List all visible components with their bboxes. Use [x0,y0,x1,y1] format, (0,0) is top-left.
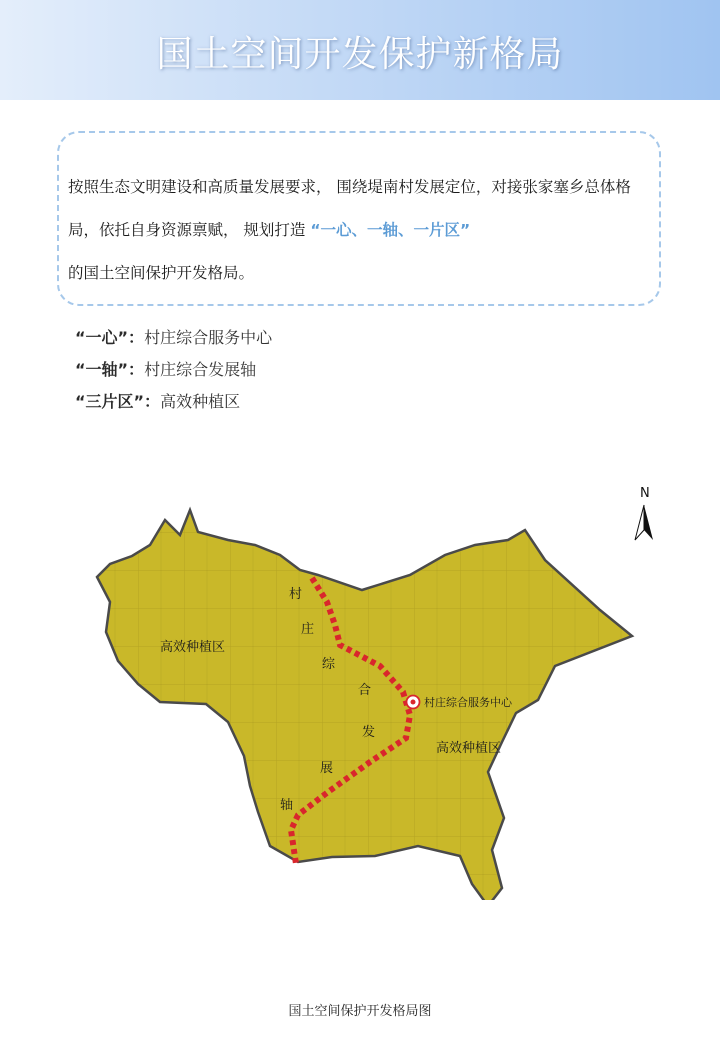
axis-label-char: 发 [362,725,376,740]
axis-label-char: 综 [322,657,336,672]
legend-key: “一心” [75,328,129,347]
planning-map [0,470,720,900]
service-center-marker [407,696,420,709]
zone-label-east: 高效种植区 [436,741,502,756]
legend-item-zone [75,386,272,418]
legend-separator: ： [128,328,145,347]
axis-label-char: 展 [320,761,334,776]
legend-separator: ： [144,392,161,411]
map-caption: 国土空间保护开发格局图 [288,1004,432,1019]
legend-item-center [75,322,272,354]
intro-highlight: “一心、一轴、一片区” [310,221,471,239]
legend-separator: ： [128,360,145,379]
axis-label-char: 村 [289,587,303,602]
legend-value: 村庄综合服务中心 [144,328,273,347]
intro-text-after: 的国土空间保护开发格局。 [68,264,255,282]
legend-value: 村庄综合发展轴 [144,360,257,379]
intro-text-before: 按照生态文明建设和高质量发展要求， 围绕堤南村发展定位，对接张家塞乡总体格局，依托自身资源禀赋， 规划打造 [68,178,631,239]
legend-key: “一轴” [75,360,129,379]
legend-item-axis [75,354,272,386]
north-arrow-icon [635,486,653,540]
legend [75,322,272,418]
legend-value: 高效种植区 [160,392,241,411]
legend-key: “三片区” [75,392,145,411]
zone-label-west: 高效种植区 [160,640,226,655]
page-title: 国土空间开发保护新格局 [156,34,564,75]
north-label: N [640,486,650,501]
service-center-label: 村庄综合服务中心 [424,696,512,709]
axis-label-char: 庄 [301,622,315,637]
header-banner [0,0,720,100]
axis-label-char: 轴 [280,798,294,813]
intro-text [68,166,658,295]
axis-label-char: 合 [358,683,372,698]
